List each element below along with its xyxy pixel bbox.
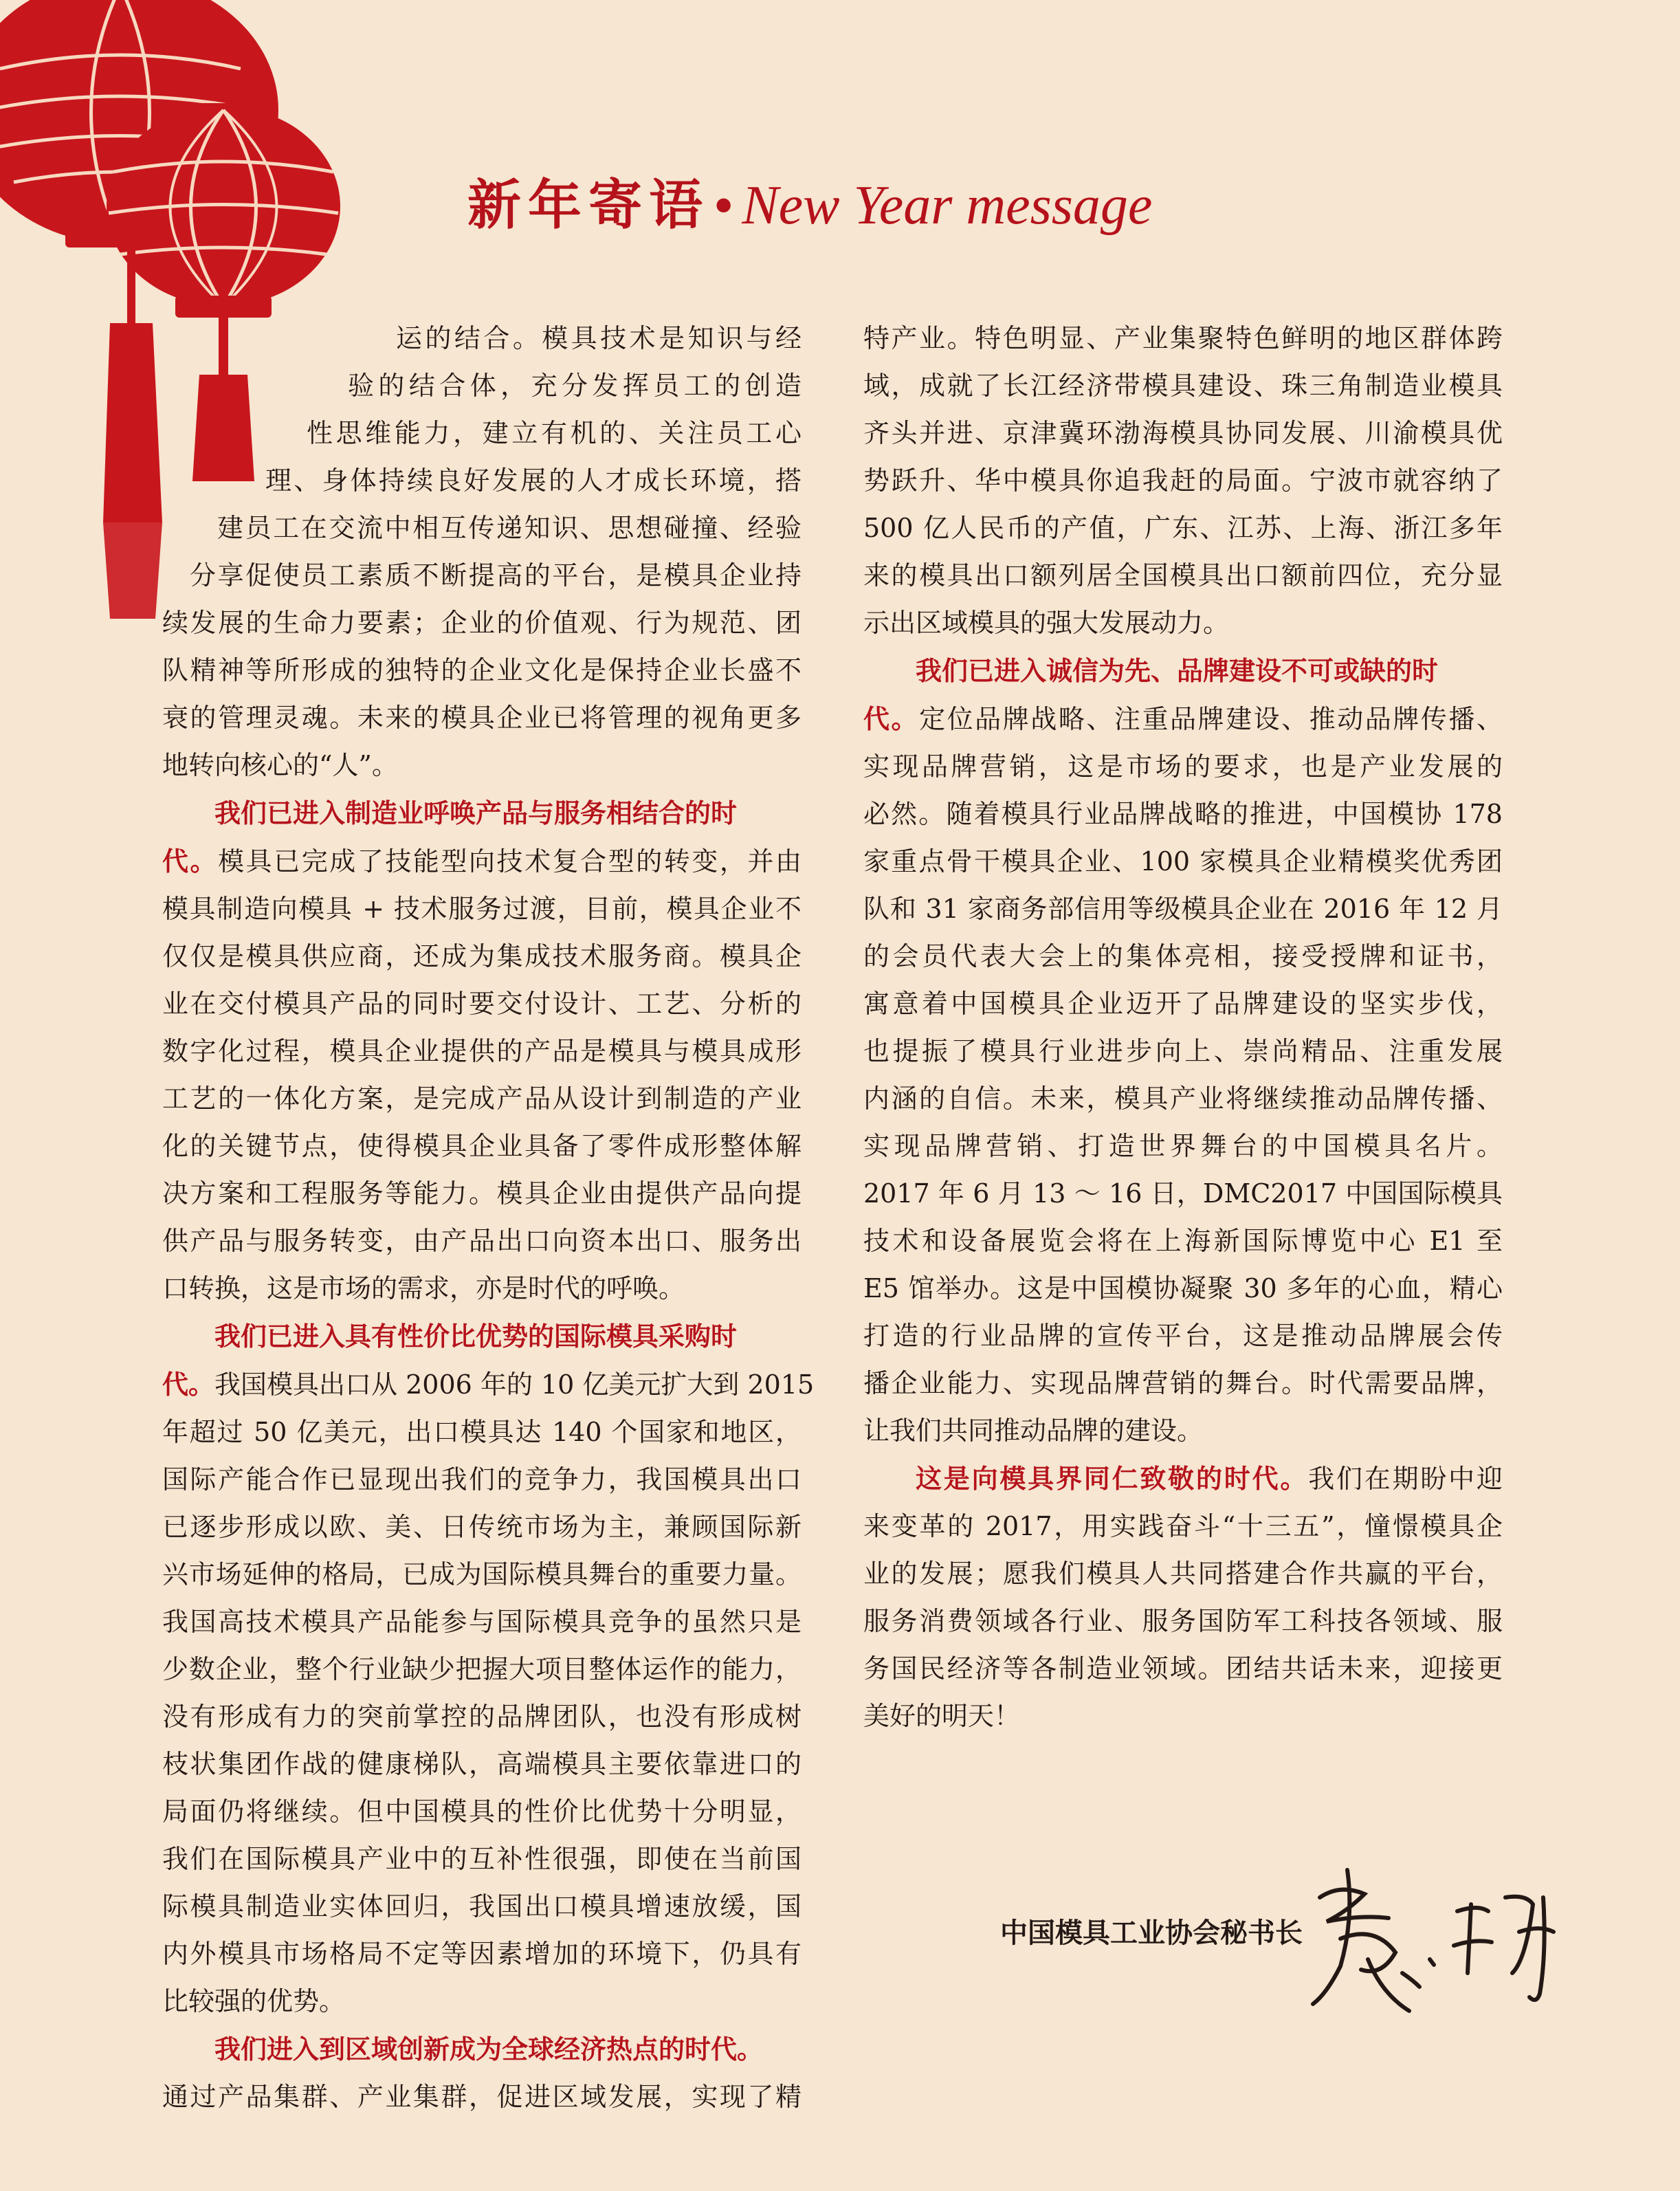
body-text: 业的发展；愿我们模具人共同搭建合作共赢的平台， [863, 1559, 1503, 1589]
text-line [162, 1598, 802, 1646]
text-line [863, 1550, 1503, 1598]
body-text: 定位品牌战略、注重品牌建设、推动品牌传播、 [919, 704, 1503, 734]
body-text: 业在交付模具产品的同时要交付设计、工艺、分析的 [162, 989, 802, 1019]
body-text: 供产品与服务转变，由产品出口向资本出口、服务出 [162, 1226, 802, 1256]
text-line [863, 980, 1503, 1028]
text-line [162, 742, 802, 789]
text-line [162, 1456, 802, 1504]
body-text: 美好的明天！ [863, 1701, 1021, 1731]
text-line [162, 1551, 802, 1598]
highlight-heading: 我们已进入具有性价比优势的国际模具采购时 [214, 1321, 738, 1352]
text-line [162, 789, 802, 837]
text-line [863, 1218, 1503, 1265]
body-text: 让我们共同推动品牌的建设。 [863, 1416, 1204, 1446]
text-line [863, 552, 1503, 599]
body-text: 500 亿人民币的产值，广东、江苏、上海、浙江多年 [863, 513, 1503, 543]
body-text: 来的模具出口额列居全国模具出口额前四位，充分显 [863, 560, 1503, 591]
body-text: 地转向核心的“人”。 [162, 750, 398, 780]
body-text: 数字化过程，模具企业提供的产品是模具与模具成形 [162, 1036, 802, 1066]
body-text: 衰的管理灵魂。未来的模具企业已将管理的视角更多 [162, 703, 802, 733]
text-line [162, 1361, 815, 1409]
section-title [467, 162, 1152, 238]
text-line [162, 1978, 802, 2025]
body-text: 化的关键节点，使得模具企业具备了零件成形整体解 [162, 1131, 802, 1161]
body-text: 必然。随着模具行业品牌战略的推进，中国模协 178 [863, 799, 1503, 829]
body-text: 寓意着中国模具企业迈开了品牌建设的坚实步伐， [863, 989, 1503, 1019]
text-line [162, 1409, 802, 1456]
highlight-heading: 代。 [162, 846, 219, 877]
text-line [162, 837, 802, 885]
handwritten-signature [1299, 1856, 1588, 2021]
text-line [162, 1028, 802, 1075]
body-text: 示出区域模具的强大发展动力。 [863, 608, 1230, 638]
body-text: 打造的行业品牌的宣传平台，这是推动品牌展会传 [863, 1321, 1503, 1351]
text-line [162, 362, 802, 410]
body-text: 理、身体持续良好发展的人才成长环境，搭 [265, 465, 802, 496]
text-line [162, 885, 802, 933]
text-line [863, 599, 1503, 647]
text-line [162, 1504, 802, 1551]
body-text: 服务消费领域各行业、服务国防军工科技各领域、服 [863, 1606, 1503, 1636]
body-text: 队精神等所形成的独特的企业文化是保持企业长盛不 [162, 655, 802, 685]
text-line [162, 1788, 802, 1836]
body-text: 我国高技术模具产品能参与国际模具竞争的虽然只是 [162, 1607, 802, 1637]
body-text: 比较强的优势。 [162, 1986, 346, 2016]
text-line [863, 1265, 1503, 1312]
body-text: 内外模具市场格局不定等因素增加的环境下，仍具有 [162, 1939, 802, 1969]
body-text: 枝状集团作战的健康梯队，高端模具主要依靠进口的 [162, 1749, 802, 1779]
highlight-heading: 我们已进入诚信为先、品牌建设不可或缺的时 [916, 655, 1439, 686]
text-line [863, 791, 1503, 838]
text-line [162, 1312, 802, 1361]
text-line [162, 1265, 802, 1312]
text-line [162, 457, 802, 505]
text-line [162, 2073, 802, 2121]
body-text: 2017 年 6 月 13 ～ 16 日，DMC2017 中国国际模具 [863, 1178, 1503, 1209]
text-line [863, 838, 1503, 885]
text-line [162, 552, 802, 599]
body-text: 实现品牌营销、打造世界舞台的中国模具名片。 [863, 1131, 1503, 1161]
text-line [162, 1741, 802, 1788]
body-text: 也提振了模具行业进步向上、崇尚精品、注重发展 [863, 1036, 1503, 1066]
text-line [162, 980, 802, 1028]
body-text: 队和 31 家商务部信用等级模具企业在 2016 年 12 月 [863, 894, 1503, 924]
text-line [162, 1075, 802, 1123]
text-line [162, 1123, 802, 1170]
text-line [162, 1883, 802, 1930]
body-text: 我国模具出口从 2006 年的 10 亿美元扩大到 2015 [214, 1369, 815, 1400]
text-line [162, 1930, 802, 1978]
text-line [863, 1123, 1503, 1170]
body-text: 来变革的 2017，用实践奋斗“十三五”，憧憬模具企 [863, 1511, 1503, 1541]
body-text: 齐头并进、京津冀环渤海模具协同发展、川渝模具优 [863, 418, 1503, 448]
body-text: 特产业。特色明显、产业集聚特色鲜明的地区群体跨 [863, 323, 1503, 353]
body-text: 运的结合。模具技术是知识与经 [396, 323, 802, 353]
body-text: 续发展的生命力要素；企业的价值观、行为规范、团 [162, 608, 802, 638]
body-text: 验的结合体，充分发挥员工的创造 [348, 371, 802, 401]
body-text: 的会员代表大会上的集体亮相，接受授牌和证书， [863, 941, 1503, 971]
body-text: 已逐步形成以欧、美、日传统市场为主，兼顾国际新 [162, 1512, 802, 1542]
text-line [863, 1503, 1503, 1550]
text-line [162, 1836, 802, 1883]
body-text: 决方案和工程服务等能力。模具企业由提供产品向提 [162, 1178, 802, 1209]
text-line [863, 1360, 1503, 1407]
body-text: 工艺的一体化方案，是完成产品从设计到制造的产业 [162, 1083, 802, 1114]
body-text: 实现品牌营销，这是市场的要求，也是产业发展的 [863, 751, 1503, 782]
text-line [863, 695, 1503, 743]
body-text: 没有形成有力的突前掌控的品牌团队，也没有形成树 [162, 1702, 802, 1732]
text-line [162, 410, 802, 457]
text-line [863, 1028, 1503, 1075]
text-line [863, 505, 1503, 552]
text-line [162, 315, 802, 362]
body-text: 域，成就了长江经济带模具建设、珠三角制造业模具 [863, 371, 1503, 401]
text-line [162, 2025, 802, 2073]
text-line [863, 457, 1503, 505]
text-line [863, 1645, 1503, 1693]
left-text-column [162, 315, 815, 2121]
body-text: 模具制造向模具 + 技术服务过渡，目前，模具企业不 [162, 894, 802, 924]
body-text: 仅仅是模具供应商，还成为集成技术服务商。模具企 [162, 941, 802, 971]
highlight-heading: 我们进入到区域创新成为全球经济热点的时代。 [214, 2034, 764, 2065]
body-text: 际模具制造业实体回归，我国出口模具增速放缓，国 [162, 1891, 802, 1922]
text-line [162, 599, 802, 647]
highlight-heading: 代。 [162, 1369, 215, 1400]
body-text: 少数企业，整个行业缺少把握大项目整体运作的能力， [162, 1654, 802, 1684]
right-text-column [863, 315, 1503, 1740]
text-line [863, 315, 1503, 362]
highlight-heading: 代。 [863, 703, 920, 734]
body-text: 分享促使员工素质不断提高的平台，是模具企业持 [190, 560, 802, 591]
text-line [863, 647, 1503, 695]
body-text: 通过产品集群、产业集群，促进区域发展，实现了精 [162, 2082, 802, 2112]
text-line [162, 505, 802, 552]
body-text: 建员工在交流中相互传递知识、思想碰撞、经验 [217, 513, 802, 543]
body-text: 局面仍将继续。但中国模具的性价比优势十分明显， [162, 1796, 802, 1827]
text-line [162, 1646, 802, 1693]
title-english: New Year message [742, 175, 1153, 236]
text-line [162, 694, 802, 742]
body-text: 性思维能力，建立有机的、关注员工心 [307, 418, 802, 448]
text-line [863, 1407, 1503, 1455]
text-line [863, 1075, 1503, 1123]
text-line [162, 1218, 802, 1265]
text-line [863, 1598, 1503, 1645]
title-chinese: 新年寄语 [467, 174, 710, 236]
body-text: E5 馆举办。这是中国模协凝聚 30 多年的心血，精心 [863, 1273, 1503, 1303]
body-text: 口转换，这是市场的需求，亦是时代的呼唤。 [162, 1273, 685, 1303]
body-text: 播企业能力、实现品牌营销的舞台。时代需要品牌， [863, 1368, 1503, 1398]
text-line [162, 1693, 802, 1741]
body-text: 我们在国际模具产业中的互补性很强，即使在当前国 [162, 1844, 802, 1874]
text-line [863, 933, 1503, 980]
text-line [863, 1170, 1503, 1218]
body-text: 国际产能合作已显现出我们的竞争力，我国模具出口 [162, 1464, 802, 1495]
text-line [863, 885, 1503, 933]
highlight-heading: 我们已进入制造业呼唤产品与服务相结合的时 [214, 797, 738, 828]
body-text: 内涵的自信。未来，模具产业将继续推动品牌传播、 [863, 1083, 1503, 1114]
body-text: 兴市场延伸的格局，已成为国际模具舞台的重要力量。 [162, 1559, 802, 1589]
body-text: 家重点骨干模具企业、100 家模具企业精模奖优秀团 [863, 846, 1503, 877]
text-line [863, 1693, 1503, 1740]
body-text: 年超过 50 亿美元，出口模具达 140 个国家和地区， [162, 1417, 802, 1447]
tassel-icon [103, 247, 162, 619]
body-text: 我们在期盼中迎 [1308, 1464, 1503, 1494]
signature-title: 中国模具工业协会秘书长 [1000, 1917, 1303, 1949]
text-line [162, 1170, 802, 1218]
body-text: 技术和设备展览会将在上海新国际博览中心 E1 至 [863, 1226, 1503, 1256]
text-line [863, 1312, 1503, 1360]
highlight-heading: 这是向模具界同仁致敬的时代。 [916, 1463, 1309, 1494]
text-line [863, 1455, 1503, 1503]
body-text: 势跃升、华中模具你追我赶的局面。宁波市就容纳了 [863, 465, 1503, 496]
text-line [162, 647, 802, 694]
text-line [863, 362, 1503, 410]
text-line [863, 410, 1503, 457]
text-line [162, 933, 802, 980]
body-text: 务国民经济等各制造业领域。团结共话未来，迎接更 [863, 1653, 1503, 1684]
text-line [863, 743, 1503, 791]
title-separator: • [709, 179, 738, 235]
body-text: 模具已完成了技能型向技术复合型的转变，并由 [218, 846, 802, 877]
